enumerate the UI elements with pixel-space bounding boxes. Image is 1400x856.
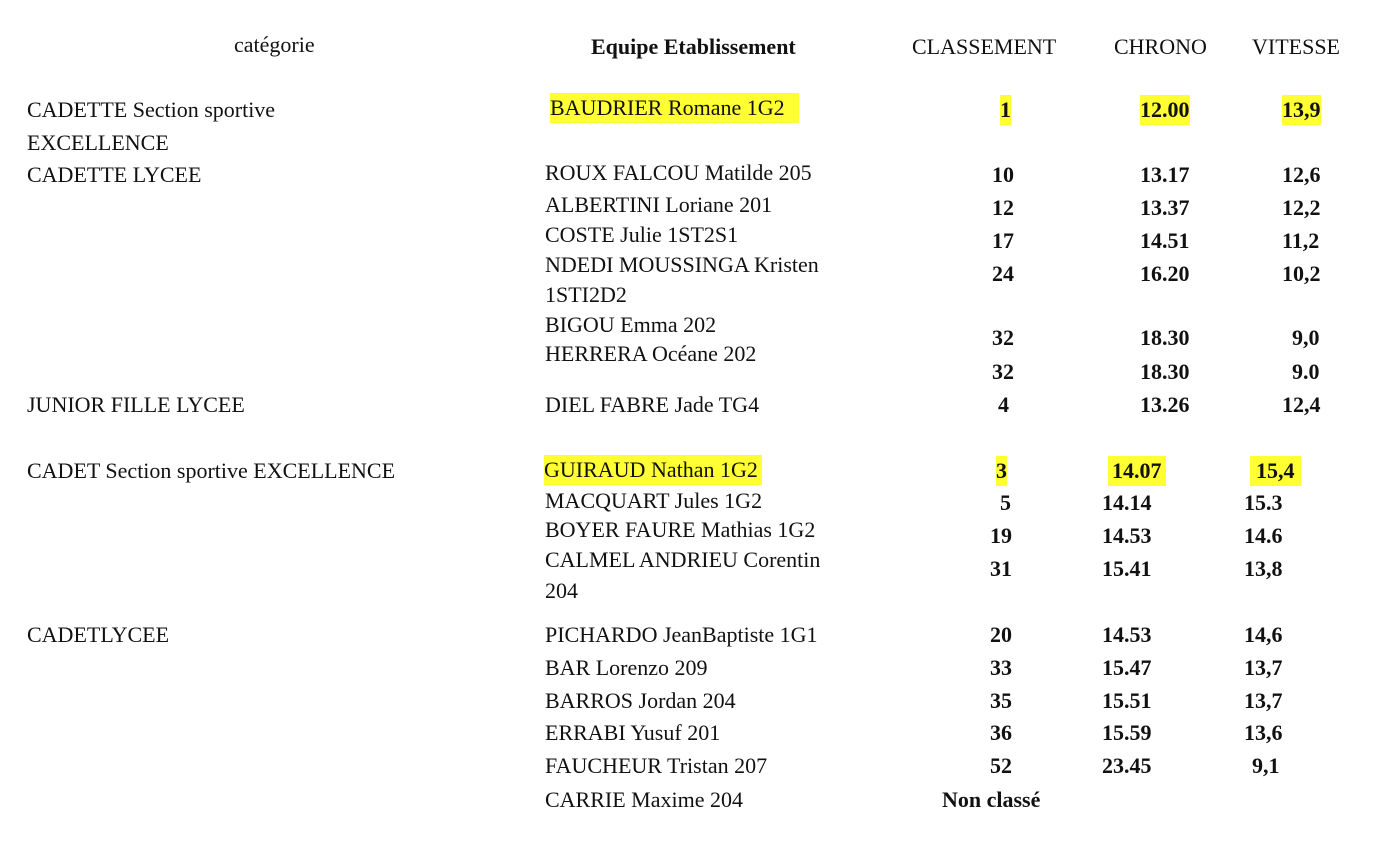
classement-value: 5 [1000, 490, 1011, 515]
chrono-value: 14.51 [1140, 228, 1190, 253]
classement-value: 35 [990, 688, 1012, 713]
classement-value: 20 [990, 622, 1012, 647]
athlete-name: CARRIE Maxime 204 [545, 787, 743, 812]
athlete-name: 1STI2D2 [545, 282, 627, 307]
classement-value: 10 [992, 162, 1014, 187]
classement-value: 1 [1000, 95, 1011, 125]
athlete-name: DIEL FABRE Jade TG4 [545, 392, 760, 417]
chrono-value: 15.47 [1102, 655, 1152, 680]
athlete-name: BARROS Jordan 204 [545, 688, 736, 713]
header-chrono: CHRONO [1114, 34, 1207, 59]
chrono-value: 14.14 [1102, 490, 1152, 515]
classement-value: 33 [990, 655, 1012, 680]
chrono-value: 14.07 [1108, 456, 1166, 486]
athlete-name: MACQUART Jules 1G2 [545, 488, 763, 513]
classement-value: 31 [990, 556, 1012, 581]
athlete-name: ROUX FALCOU Matilde 205 [545, 160, 812, 185]
header-vitesse: VITESSE [1252, 34, 1340, 59]
chrono-value: 13.26 [1140, 392, 1190, 417]
category-label: CADET Section sportive EXCELLENCE [27, 458, 396, 483]
header-categorie: catégorie [234, 32, 315, 57]
vitesse-value: 9,0 [1292, 325, 1320, 350]
classement-value: 4 [998, 392, 1009, 417]
chrono-value: 14.53 [1102, 523, 1152, 548]
category-label: JUNIOR FILLE LYCEE [27, 392, 245, 417]
category-label: CADETTE LYCEE [27, 162, 202, 187]
chrono-value: 15.41 [1102, 556, 1152, 581]
vitesse-value: 13,8 [1244, 556, 1283, 581]
vitesse-value: 15,4 [1250, 456, 1301, 486]
classement-value: 3 [996, 456, 1007, 486]
athlete-name: ERRABI Yusuf 201 [545, 720, 721, 745]
athlete-name: BAR Lorenzo 209 [545, 655, 708, 680]
athlete-name: BAUDRIER Romane 1G2 [550, 93, 799, 123]
chrono-value: 12.00 [1140, 95, 1190, 125]
athlete-name: PICHARDO JeanBaptiste 1G1 [545, 622, 818, 647]
vitesse-value: 13,6 [1244, 720, 1283, 745]
classement-value: 52 [990, 753, 1012, 778]
vitesse-value: 14.6 [1244, 523, 1283, 548]
vitesse-value: 13,9 [1282, 95, 1321, 125]
athlete-name: ALBERTINI Loriane 201 [545, 192, 773, 217]
vitesse-value: 10,2 [1282, 261, 1321, 286]
vitesse-value: 14,6 [1244, 622, 1283, 647]
category-label: CADETLYCEE [27, 622, 170, 647]
chrono-value: 14.53 [1102, 622, 1152, 647]
chrono-value: 18.30 [1140, 325, 1190, 350]
chrono-value: 13.17 [1140, 162, 1190, 187]
vitesse-value: 9.0 [1292, 359, 1320, 384]
chrono-value: 13.37 [1140, 195, 1190, 220]
chrono-value: 16.20 [1140, 261, 1190, 286]
vitesse-value: 12,6 [1282, 162, 1321, 187]
vitesse-value: 13,7 [1244, 655, 1283, 680]
athlete-name: HERRERA Océane 202 [545, 341, 757, 366]
vitesse-value: 12,4 [1282, 392, 1321, 417]
athlete-name: NDEDI MOUSSINGA Kristen [545, 252, 819, 277]
classement-value: 17 [992, 228, 1014, 253]
vitesse-value: 9,1 [1252, 753, 1280, 778]
classement-value: 32 [992, 325, 1014, 350]
chrono-value: 15.51 [1102, 688, 1152, 713]
classement-value: 36 [990, 720, 1012, 745]
athlete-name: 204 [545, 578, 578, 603]
classement-value: 32 [992, 359, 1014, 384]
athlete-name: CALMEL ANDRIEU Corentin [545, 547, 821, 572]
classement-value: 12 [992, 195, 1014, 220]
athlete-name: BOYER FAURE Mathias 1G2 [545, 517, 816, 542]
classement-value: Non classé [942, 787, 1041, 812]
vitesse-value: 15.3 [1244, 490, 1283, 515]
category-label: EXCELLENCE [27, 130, 169, 155]
header-classement: CLASSEMENT [912, 34, 1057, 59]
classement-value: 24 [992, 261, 1014, 286]
header-equipe: Equipe Etablissement [591, 34, 796, 59]
chrono-value: 18.30 [1140, 359, 1190, 384]
athlete-name: COSTE Julie 1ST2S1 [545, 222, 739, 247]
athlete-name: FAUCHEUR Tristan 207 [545, 753, 768, 778]
classement-value: 19 [990, 523, 1012, 548]
vitesse-value: 13,7 [1244, 688, 1283, 713]
chrono-value: 23.45 [1102, 753, 1152, 778]
athlete-name: BIGOU Emma 202 [545, 312, 717, 337]
vitesse-value: 11,2 [1282, 228, 1320, 253]
category-label: CADETTE Section sportive [27, 97, 276, 122]
vitesse-value: 12,2 [1282, 195, 1321, 220]
athlete-name: GUIRAUD Nathan 1G2 [544, 455, 762, 485]
chrono-value: 15.59 [1102, 720, 1152, 745]
